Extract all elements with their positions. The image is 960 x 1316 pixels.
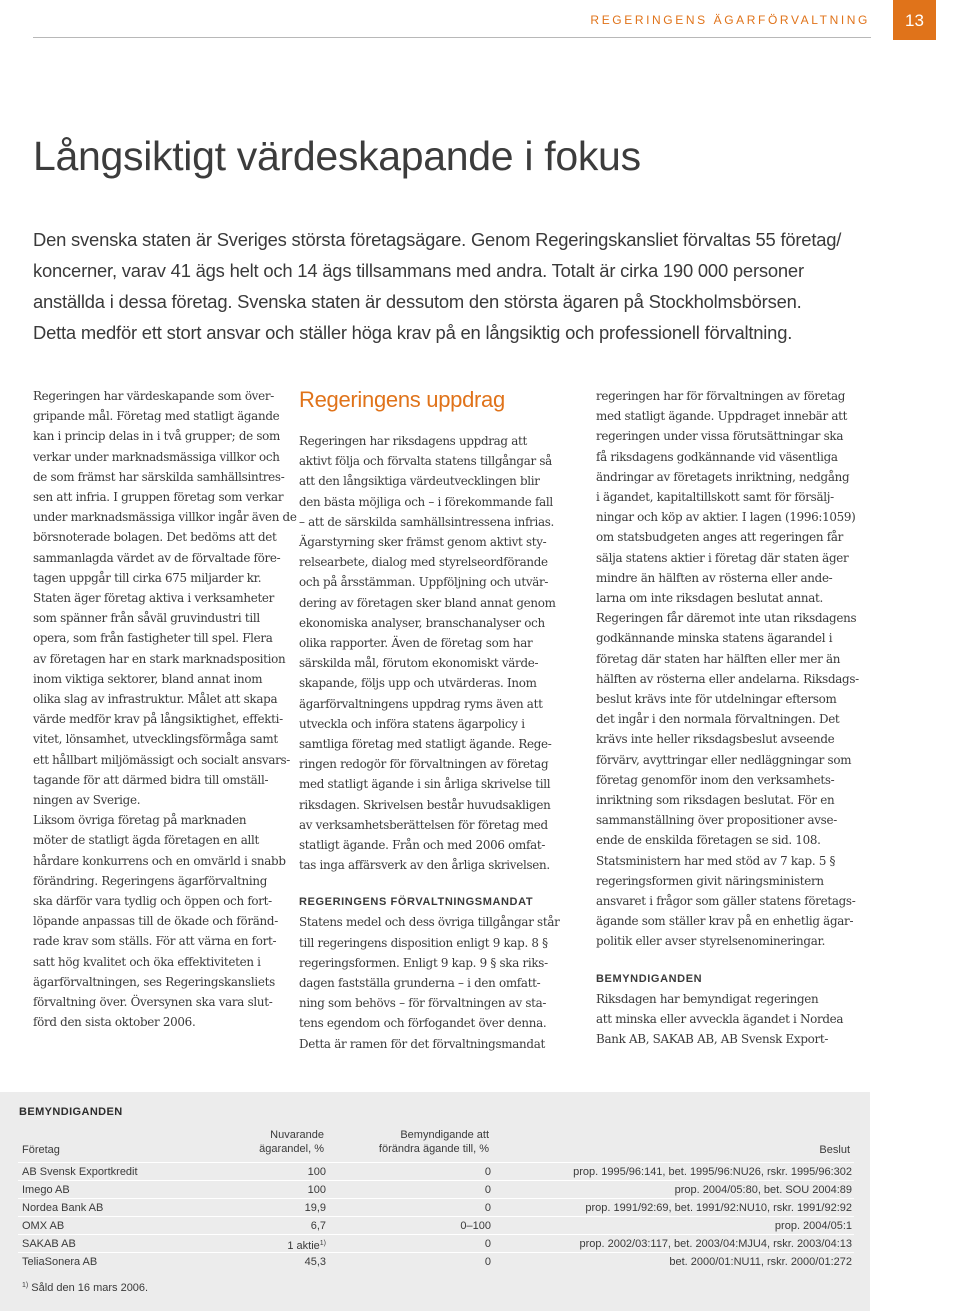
intro-paragraph: [33, 224, 883, 348]
text-line: Regeringen har riksdagens uppdrag att: [299, 434, 527, 448]
cell-company: [22, 1253, 97, 1271]
cell-authorization-text: 0: [484, 1256, 491, 1268]
authorizations-table: [0, 1092, 870, 1311]
text-line: särskilda mål, förutom ekonomiskt värde-: [299, 656, 539, 671]
cell-decision: [775, 1217, 852, 1235]
page-number: 13: [893, 0, 936, 40]
text-line: med statligt ägande i sin årliga skrivelse till: [299, 777, 551, 792]
cell-authorization: [485, 1181, 491, 1199]
text-line: aktivt följa och förvalta statens tillgångar så: [299, 454, 552, 469]
text-line: ett hållbart miljömässigt och socialt ansvars-: [33, 752, 291, 767]
text-line: den bästa möjliga och – i förekommande fall: [299, 494, 553, 509]
header-line: Bemyndigande att: [400, 1129, 489, 1141]
text-line: förd den sista oktober 2006.: [33, 1015, 196, 1030]
text-line: till regeringens disposition enligt 9 kap. 8 §: [299, 935, 548, 950]
subsection-heading: BEMYNDIGANDEN: [596, 972, 703, 985]
footnote-mark: 1): [22, 1282, 29, 1289]
table-footnote: [22, 1282, 148, 1294]
cell-company: [22, 1199, 103, 1217]
cell-decision: [675, 1181, 852, 1199]
text-line: ende de enskilda företagen se sid. 108.: [596, 833, 821, 848]
text-line: hårdare konkurrens och en omvärld i snabb: [33, 853, 286, 868]
text-line: ägarförvaltningens uppdrag ryms även att: [299, 696, 543, 711]
text-line: regeringen under vissa förutsättningar ska: [596, 429, 844, 444]
text-line: Staten äger företag aktiva i verksamheter: [33, 591, 275, 606]
text-line: börsnoterade bolagen. Det bedöms att det: [33, 530, 277, 545]
cell-current-share-text: 19,9: [304, 1202, 326, 1214]
table-row: [18, 1198, 854, 1216]
text-line: vitet, lönsamhet, utvecklingsförmåga samt: [33, 732, 278, 747]
subsection-body: [299, 912, 584, 1053]
footnote-text: Såld den 16 mars 2006.: [31, 1282, 149, 1294]
cell-decision-text: bet. 2000/01:NU11, rskr. 2000/01:272: [669, 1256, 852, 1268]
cell-decision-text: prop. 2004/05:80, bet. SOU 2004:89: [674, 1184, 852, 1196]
running-head: REGERINGENS ÄGARFÖRVALTNING: [590, 13, 870, 27]
header-decision: Beslut: [819, 1144, 850, 1156]
text-line: – att de särskilda samhällsintressena infrias.: [299, 514, 555, 529]
table-row: [18, 1234, 854, 1252]
cell-company-text: SAKAB AB: [22, 1238, 76, 1250]
text-line: löpande anpassas till de ökade och föränd-: [33, 914, 278, 929]
column-1: [33, 386, 318, 1033]
text-line: ansvaret i frågor som gäller statens företags-: [596, 894, 856, 909]
header-authorization: [379, 1128, 489, 1156]
cell-decision-text: prop. 2004/05:1: [774, 1220, 852, 1232]
text-line: mindre än hälften av rösterna eller ande-: [596, 570, 833, 585]
section-body: [299, 431, 584, 875]
text-line: regeringen har för förvaltningen av företag: [596, 389, 846, 403]
cell-company: [22, 1235, 76, 1253]
text-line: ning som behövs – för förvaltningen av sta-: [299, 996, 547, 1011]
text-line: tens egendom och förfogandet över denna.: [299, 1016, 547, 1031]
cell-authorization: [485, 1235, 491, 1253]
cell-decision: [579, 1235, 852, 1253]
text-line: Liksom övriga företag på marknaden: [33, 813, 247, 828]
text-line: tas inga affärsverk av den årliga skrivelsen.: [299, 858, 550, 873]
text-line: ringen redogör för förvaltningen av företag: [299, 757, 549, 772]
text-line: som spänner från såväl gruvindustri till: [33, 611, 260, 626]
cell-decision: [585, 1199, 852, 1217]
table-body: [18, 1162, 854, 1270]
table-title: BEMYNDIGANDEN: [19, 1106, 123, 1118]
cell-current-share-text: 100: [307, 1166, 326, 1178]
text-line: regeringsformen givit näringsministern: [596, 873, 824, 888]
intro-line: Detta medför ett stort ansvar och ställer höga krav på en långsiktig och professionell förvaltning.: [33, 322, 793, 343]
text-line: Regeringen har värdeskapande som över-: [33, 389, 274, 403]
text-line: möter de statligt ägda företagen en allt: [33, 833, 260, 848]
cell-authorization-text: 0: [484, 1166, 491, 1178]
header-line: ägarandel, %: [259, 1143, 324, 1155]
cell-company-text: TeliaSonera AB: [22, 1256, 98, 1268]
text-line: få riksdagens godkännande vid väsentliga: [596, 449, 838, 464]
intro-line: koncerner, varav 41 ägs helt och 14 ägs tillsammans med andra. Totalt är cirka 190 000 personer: [33, 260, 804, 281]
text-line: företag där staten har hälften eller mer än: [596, 651, 841, 666]
text-line: ekonomiska analyser, branschanalyser och: [299, 615, 545, 630]
text-line: sammanlagda värdet av de förvaltade före-: [33, 550, 281, 565]
text-line: satt hög kvalitet och öka effektiviteten i: [33, 954, 261, 969]
text-line: kan i princip delas in i två grupper; de som: [33, 429, 280, 444]
text-line: godkännande minska statens ägarandel i: [596, 631, 833, 646]
text-line: Statens medel och dess övriga tillgångar står: [299, 915, 560, 930]
footnote-ref: 1): [319, 1240, 326, 1247]
intro-line: Den svenska staten är Sveriges största företagsägare. Genom Regeringskansliet förvaltas 55 företag/: [33, 229, 842, 250]
text-line: Regeringen får däremot inte utan riksdagens: [596, 611, 857, 626]
cell-authorization: [460, 1217, 491, 1235]
text-line: ägarförvaltningen, ses Regeringskansliets: [33, 974, 275, 989]
cell-company: [22, 1163, 138, 1181]
subsection-heading: REGERINGENS FÖRVALTNINGSMANDAT: [299, 896, 534, 909]
text-line: utveckla och införa statens ägarpolicy i: [299, 716, 525, 731]
text-line: sälja statens aktier i företag där staten äger: [596, 550, 849, 565]
cell-authorization-text: 0: [484, 1238, 491, 1250]
header-current-share: [259, 1128, 324, 1156]
text-line: tagande för att därmed bidra till omställ-: [33, 772, 269, 787]
cell-authorization-text: 0–100: [460, 1220, 491, 1232]
text-line: relsearbete, dialog med styrelseordförande: [299, 555, 548, 570]
cell-decision-text: prop. 1991/92:69, bet. 1991/92:NU10, rskr. 1991/92:92: [585, 1202, 852, 1214]
text-line: och på årsstämman. Uppföljning och utvär-: [299, 575, 549, 590]
text-line: riksdagen. Skrivelsen består huvudsakligen: [299, 797, 551, 812]
cell-decision-text: prop. 1995/96:141, bet. 1995/96:NU26, rskr. 1995/96:302: [573, 1166, 852, 1178]
text-line: samtliga företag med statligt ägande. Rege-: [299, 737, 552, 752]
text-line: ägande som ställer krav på en enhetlig ägar-: [596, 914, 854, 929]
cell-company-text: Imego AB: [22, 1184, 70, 1196]
cell-company: [22, 1181, 70, 1199]
cell-authorization-text: 0: [484, 1202, 491, 1214]
text-line: det ingår i den normala förvaltningen. Det: [596, 712, 840, 727]
cell-current-share-text: 1 aktie: [287, 1240, 320, 1252]
cell-authorization: [485, 1199, 491, 1217]
header-line: Nuvarande: [270, 1129, 324, 1141]
text-line: Riksdagen har bemyndigat regeringen: [596, 991, 819, 1006]
text-line: gripande mål. Företag med statligt ägande: [33, 409, 280, 424]
text-line: att den långsiktiga värdeutvecklingen blir: [299, 474, 540, 489]
text-line: dagen fastställa grunderna – i den omfatt-: [299, 976, 541, 991]
table-row: [18, 1252, 854, 1270]
text-line: ningar och köp av aktier. I lagen (1996:1059): [596, 510, 856, 525]
text-line: ska därför vara tydlig och öppen och fort-: [33, 894, 272, 909]
text-line: de som främst har särskilda samhällsintres-: [33, 469, 285, 484]
cell-authorization: [485, 1253, 491, 1271]
cell-company-text: Nordea Bank AB: [22, 1202, 104, 1214]
text-line: Statsministern har med stöd av 7 kap. 5 §: [596, 853, 836, 868]
text-line: under marknadsmässiga villkor ingår även de: [33, 510, 297, 525]
text-line: politik eller avser styrelsenomineringar.: [596, 934, 826, 949]
text-line: förvaltning över. Översynen ska vara slut-: [33, 995, 273, 1010]
cell-decision: [573, 1163, 852, 1181]
header-rule: [33, 37, 871, 38]
cell-current-share-text: 6,7: [310, 1220, 326, 1232]
section-heading: Regeringens uppdrag: [299, 387, 505, 412]
cell-company: [22, 1217, 64, 1235]
text-line: ningen av Sverige.: [33, 793, 141, 808]
text-line: om statsbudgeten anges att regeringen får: [596, 530, 844, 545]
text-line: opera, som från fastigheter till spel. Flera: [33, 631, 273, 646]
text-line: värde medför krav på långsiktighet, effekti-: [33, 712, 283, 727]
cell-company-text: OMX AB: [22, 1220, 65, 1232]
text-line: skapande, följs upp och utvärderas. Inom: [299, 676, 537, 691]
cell-current-share: [308, 1163, 326, 1181]
cell-authorization-text: 0: [484, 1184, 491, 1196]
text-line: Ägarstyrning sker främst genom aktivt sty-: [299, 535, 547, 550]
cell-decision-text: prop. 2002/03:117, bet. 2003/04:MJU4, rskr. 2003/04:13: [579, 1238, 852, 1250]
header-company: Företag: [22, 1144, 60, 1156]
text-line: larna om inte riksdagen beslutat annat.: [596, 591, 823, 606]
text-line: av företagen har en stark marknadsposition: [33, 651, 286, 666]
cell-decision: [669, 1253, 852, 1271]
text-line: rade krav som ställs. För att värna en fort-: [33, 934, 277, 949]
text-line: sen att infria. I gruppen företag som verkar: [33, 490, 284, 505]
subsection-body: [596, 989, 881, 1050]
text-line: av verksamhetsberättelsen för företag med: [299, 817, 548, 832]
text-line: förvärv, avyttringar eller nedläggningar som: [596, 752, 852, 767]
text-line: inriktning som riksdagen beslutat. För en: [596, 793, 835, 808]
text-line: olika rapporter. Även de företag som har: [299, 636, 533, 651]
header-line: förändra ägande till, %: [378, 1143, 489, 1155]
cell-current-share: [305, 1199, 326, 1217]
text-line: tagen uppgår till cirka 675 miljarder kr.: [33, 570, 262, 585]
section-body: [596, 386, 881, 952]
text-line: sammanställning över propositioner avse-: [596, 813, 837, 828]
cell-company-text: AB Svensk Exportkredit: [22, 1166, 138, 1178]
text-line: dering av företagen sker bland annat genom: [299, 595, 556, 610]
cell-current-share: [311, 1217, 326, 1235]
text-line: inom viktiga sektorer, bland annat inom: [33, 671, 263, 686]
text-line: Detta är ramen för det förvaltningsmandat: [299, 1036, 545, 1051]
text-line: verkar under marknadsmässiga villkor och: [33, 449, 280, 464]
text-line: statligt ägande. Från och med 2006 omfat-: [299, 838, 546, 853]
text-line: Bank AB, SAKAB AB, AB Svensk Export-: [596, 1032, 829, 1047]
text-line: krävs inte heller riksdagsbeslut avseende: [596, 732, 835, 747]
text-line: företag genomför inom den verksamhets-: [596, 772, 835, 787]
table-row: [18, 1162, 854, 1180]
table-row: [18, 1180, 854, 1198]
text-line: hälften av rösterna eller andelarna. Riksdags-: [596, 671, 859, 686]
cell-current-share: [305, 1253, 326, 1271]
column-2: [299, 386, 584, 1054]
text-line: ändringar av företagets inriktning, nedgång: [596, 469, 850, 484]
cell-current-share-text: 100: [307, 1184, 326, 1196]
column-3: [596, 386, 881, 1049]
text-line: att minska eller avveckla ägandet i Nordea: [596, 1011, 844, 1026]
text-line: i ägandet, kapitaltillskott samt för försälj-: [596, 490, 834, 505]
text-line: med statligt ägande. Uppdraget innebär att: [596, 409, 848, 424]
cell-current-share: [308, 1181, 326, 1199]
text-line: förändring. Regeringens ägarförvaltning: [33, 873, 268, 888]
intro-line: anställda i dessa företag. Svenska staten är dessutom den största ägaren på Stockholmsbörsen.: [33, 291, 802, 312]
text-line: regeringsformen. Enligt 9 kap. 9 § ska riks-: [299, 955, 548, 970]
text-line: beslut krävs inte för utdelningar eftersom: [596, 692, 837, 707]
table-row: [18, 1216, 854, 1234]
page-title: Långsiktigt värdeskapande i fokus: [33, 133, 641, 179]
cell-current-share-text: 45,3: [304, 1256, 326, 1268]
text-line: olika slag av infrastruktur. Målet att skapa: [33, 692, 278, 707]
cell-authorization: [485, 1163, 491, 1181]
